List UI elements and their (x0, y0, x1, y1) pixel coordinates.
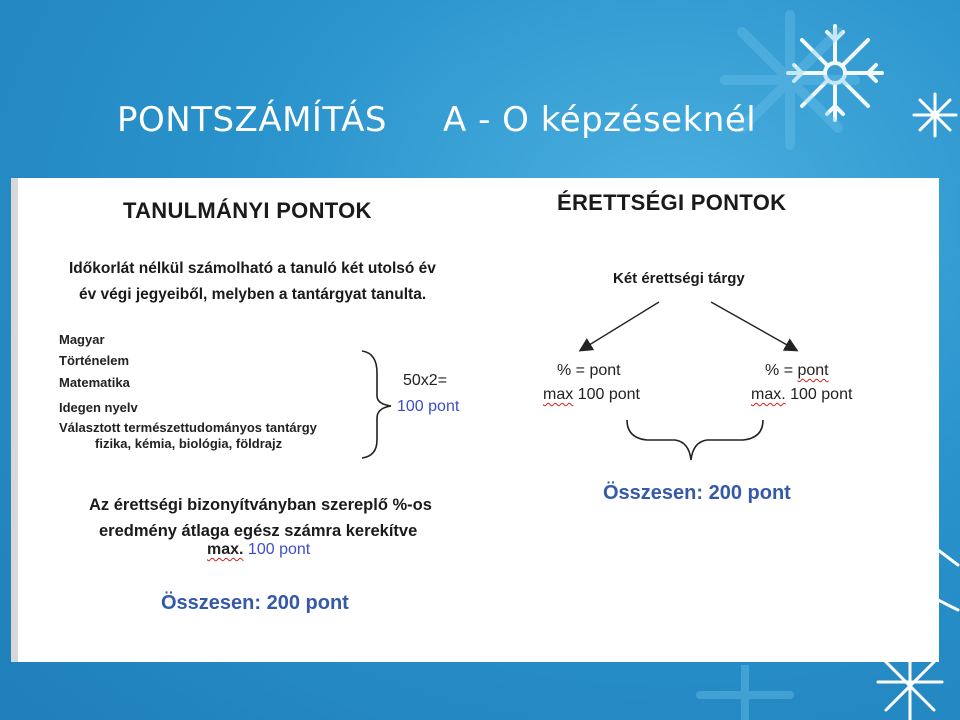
subject-idegen-nyelv: Idegen nyelv (59, 400, 138, 415)
subject-magyar: Magyar (59, 332, 105, 347)
left-total: Összesen: 200 pont (161, 592, 349, 614)
note-max: max. (207, 541, 244, 558)
snowflake-icon (690, 665, 800, 720)
title-left: PONTSZÁMÍTÁS (117, 100, 387, 140)
title-right: A - O képzéseknél (443, 100, 757, 140)
right-max: max. (751, 386, 786, 403)
subject-tortenelem: Történelem (59, 353, 130, 368)
subject-matematika: Matematika (59, 375, 130, 390)
right-pct-word: pont (797, 362, 829, 379)
right-points: 100 pont (790, 386, 853, 403)
right-pct-symbol: % (765, 362, 780, 379)
left-max: max (543, 386, 574, 403)
science-list: fizika, kémia, biológia, földrajz (95, 436, 283, 451)
snowflake-icon (938, 540, 960, 620)
formula: 50x2= (403, 372, 448, 389)
intro-line-1: Időkorlát nélkül számolható a tanuló két utolsó év (69, 260, 436, 277)
left-heading: TANULMÁNYI PONTOK (123, 198, 372, 223)
note-line-2: eredmény átlaga egész számra kerekítve (99, 522, 418, 540)
right-total: Összesen: 200 pont (603, 482, 791, 504)
content-panel (11, 178, 939, 662)
left-brace (362, 351, 391, 458)
snowflake-icon (912, 92, 958, 138)
snowflake-icon (860, 662, 960, 720)
left-points: 100 pont (577, 386, 640, 403)
subject-valasztott: Választott természettudományos tantárgy (59, 420, 317, 435)
formula-result: 100 pont (397, 398, 460, 415)
bottom-brace (627, 420, 763, 460)
left-pct: % = pont (557, 362, 621, 379)
note-points: 100 pont (247, 541, 311, 558)
right-heading: ÉRETTSÉGI PONTOK (557, 190, 787, 215)
split-arrows (581, 302, 796, 350)
right-pct-eq: = (783, 362, 794, 379)
right-subtitle: Két érettségi tárgy (613, 270, 745, 287)
diagram-lines (11, 178, 939, 662)
note-line-1: Az érettségi bizonyítványban szereplő %-os (89, 496, 432, 514)
intro-line-2: év végi jegyeiből, melyben a tantárgyat tanulta. (79, 286, 427, 303)
